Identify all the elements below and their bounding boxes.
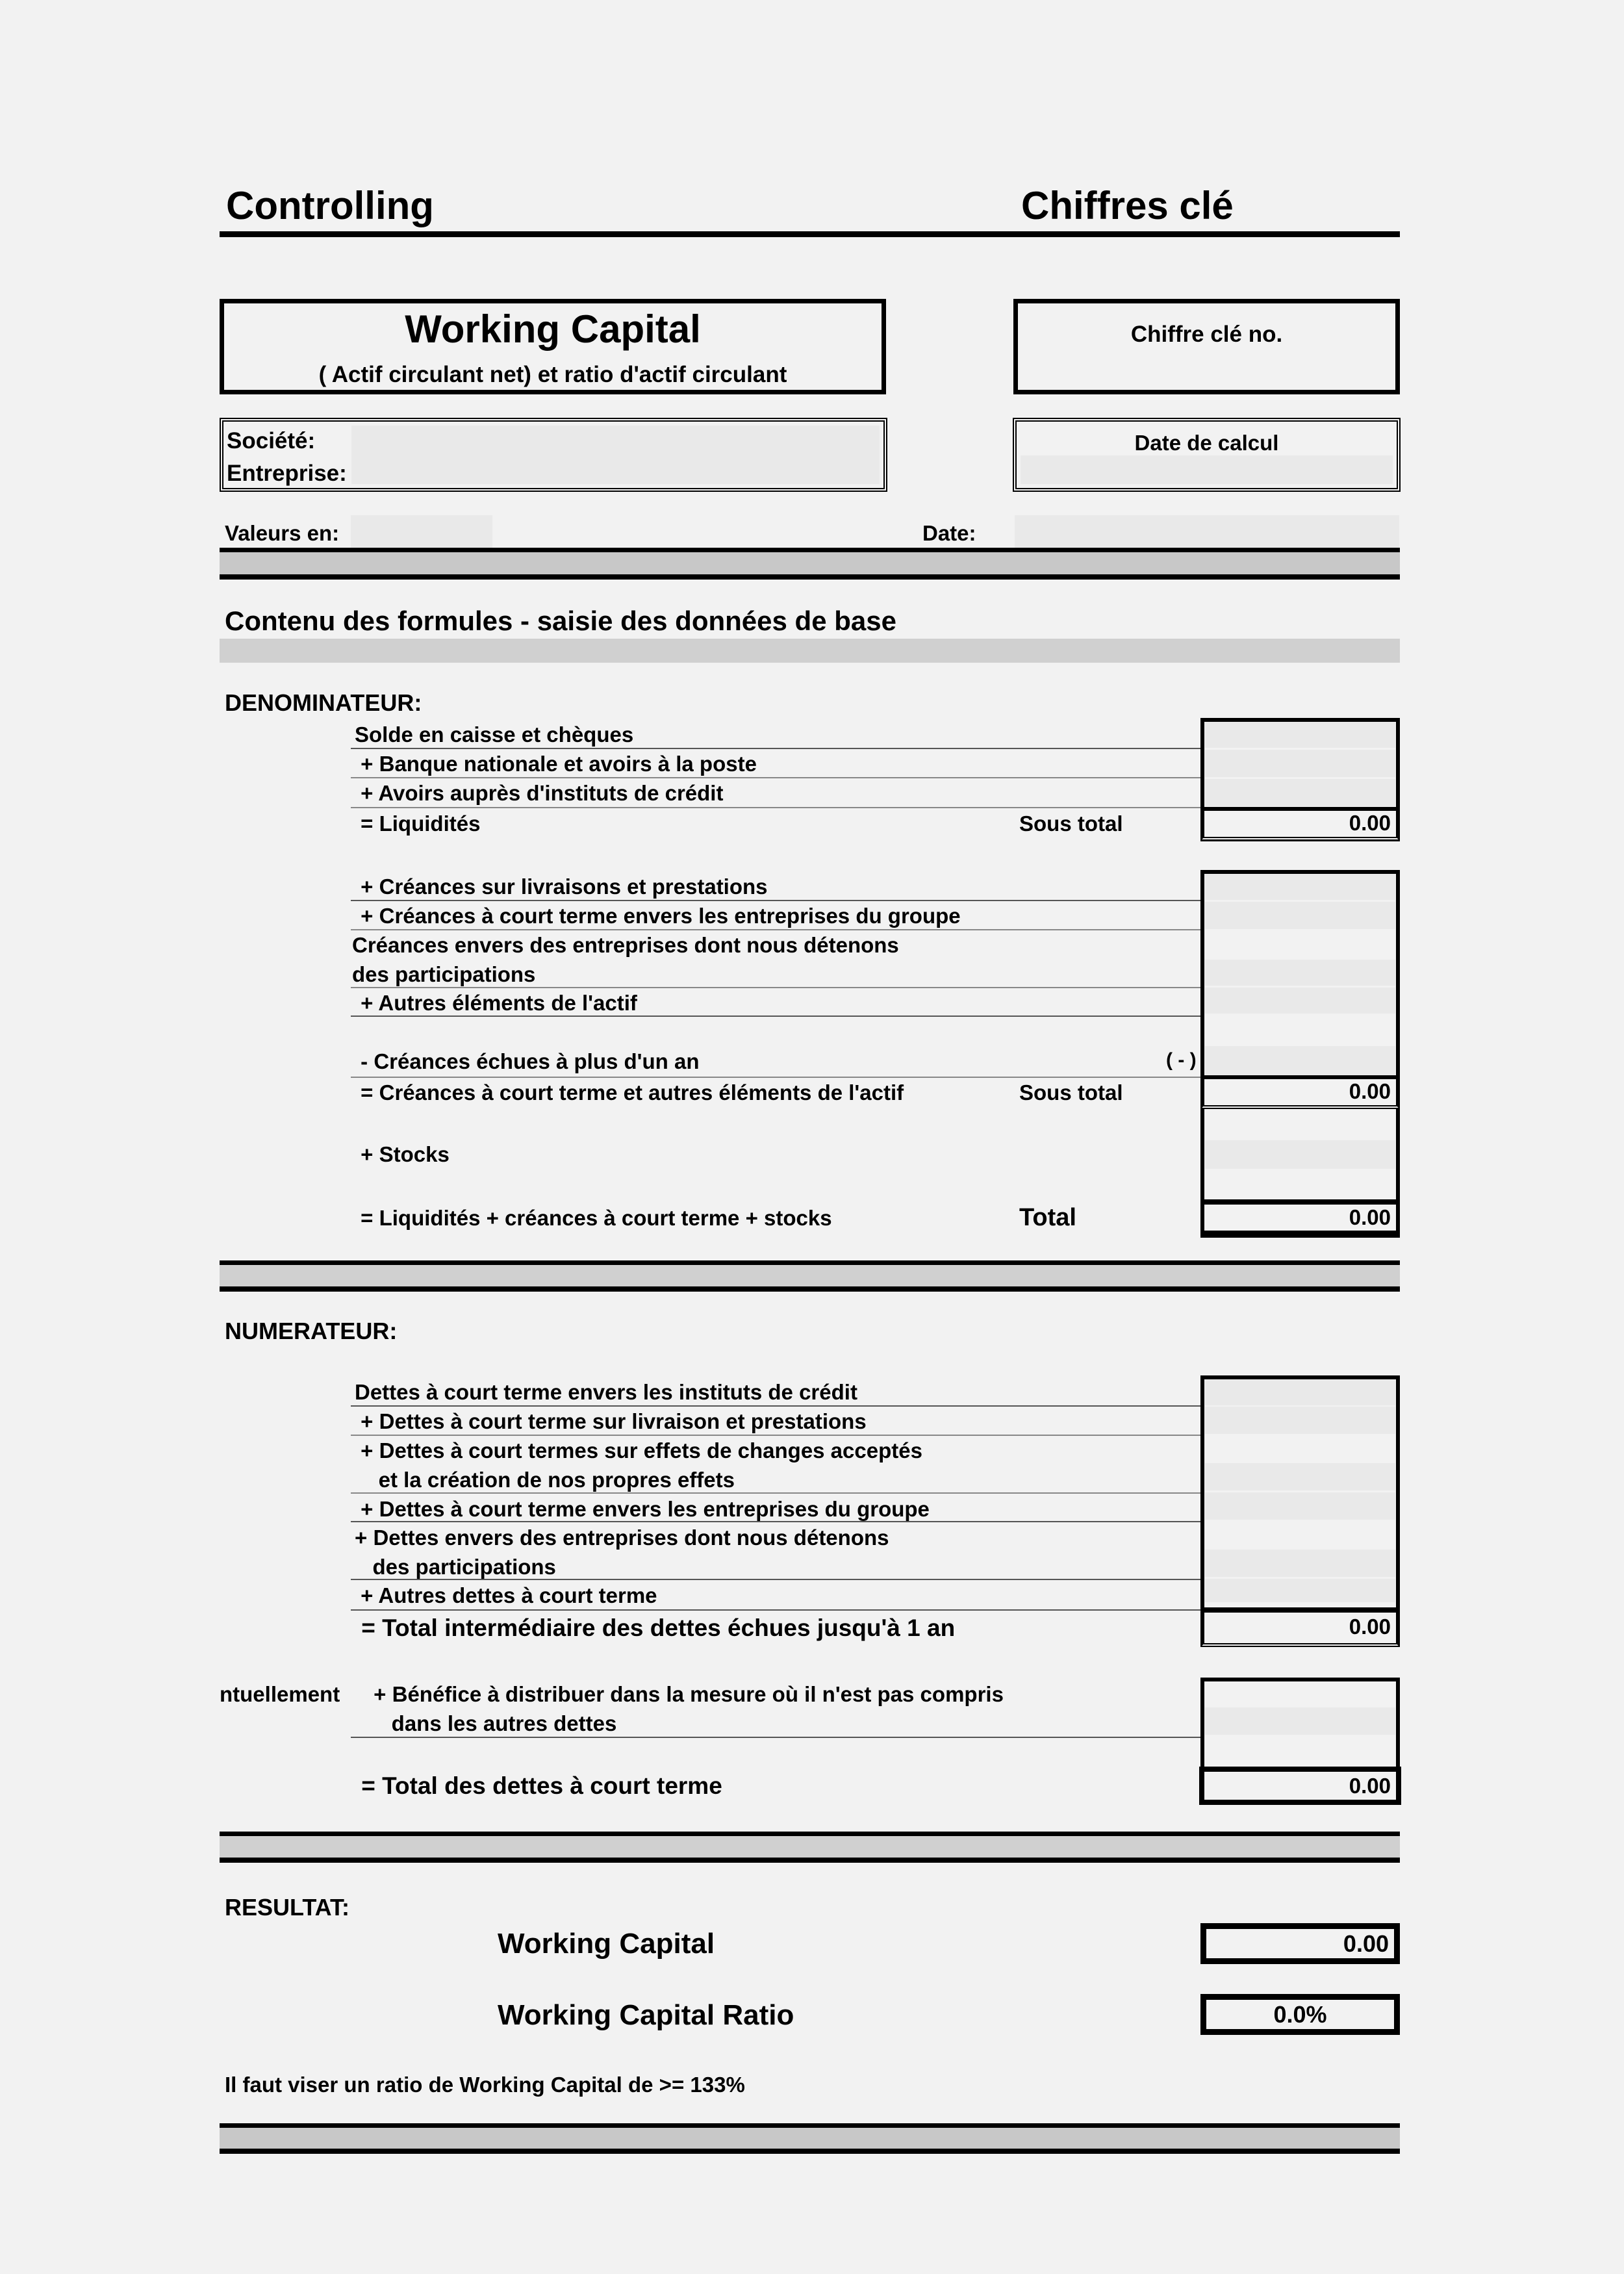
dettes-effets-input[interactable] bbox=[1205, 1463, 1395, 1490]
row-rule bbox=[351, 987, 1200, 988]
eventual-prefix: ntuellement bbox=[220, 1682, 340, 1706]
divider-band bbox=[220, 1836, 1400, 1858]
calc-date-box bbox=[1013, 418, 1401, 492]
divider-rule bbox=[220, 2149, 1400, 2154]
liquidites-item: Solde en caisse et chèques bbox=[355, 722, 634, 747]
creances-livraisons-input[interactable] bbox=[1205, 874, 1395, 900]
entreprise-input[interactable] bbox=[353, 457, 873, 485]
company-box bbox=[220, 418, 887, 492]
autres-elements-input[interactable] bbox=[1205, 988, 1395, 1014]
divider-rule bbox=[220, 1858, 1400, 1863]
dettes-item: + Dettes envers des entreprises dont nous détenons bbox=[355, 1526, 889, 1550]
date-label: Date: bbox=[922, 521, 976, 545]
creances-item: des participations bbox=[352, 962, 536, 986]
row-rule bbox=[351, 1077, 1200, 1078]
spacer bbox=[1205, 1435, 1395, 1463]
key-figure-value[interactable] bbox=[1031, 355, 1382, 381]
divider-band bbox=[220, 552, 1400, 575]
stocks-label: + Stocks bbox=[355, 1142, 450, 1166]
row-rule bbox=[351, 1521, 1200, 1522]
row-rule bbox=[351, 1435, 1200, 1436]
title-box bbox=[220, 299, 886, 394]
row-rule bbox=[351, 900, 1200, 901]
calc-date-input[interactable] bbox=[1021, 455, 1393, 484]
spacer bbox=[1205, 1015, 1395, 1046]
dettes-livraison-input[interactable] bbox=[1205, 1407, 1395, 1434]
creances-item: - Créances échues à plus d'un an bbox=[355, 1049, 700, 1073]
creances-groupe-input[interactable] bbox=[1205, 902, 1395, 929]
creances-item: + Autres éléments de l'actif bbox=[355, 991, 637, 1015]
divider-rule bbox=[220, 1832, 1400, 1836]
divider-rule bbox=[220, 548, 1400, 552]
dettes-groupe-input[interactable] bbox=[1205, 1492, 1395, 1520]
row-rule bbox=[351, 1737, 1200, 1738]
dettes-credit-input[interactable] bbox=[1205, 1379, 1395, 1405]
row-rule bbox=[351, 1609, 1200, 1611]
row-rule bbox=[351, 777, 1200, 778]
grand-total-label: = Liquidités + créances à court terme + stocks bbox=[355, 1206, 832, 1230]
ratio-label: Working Capital Ratio bbox=[498, 1999, 794, 2031]
header-right-title: Chiffres clé bbox=[1021, 184, 1234, 227]
valeurs-label: Valeurs en: bbox=[225, 521, 340, 545]
row-rule bbox=[351, 807, 1200, 808]
entreprise-label: Entreprise: bbox=[227, 461, 347, 486]
autres-dettes-input[interactable] bbox=[1205, 1579, 1395, 1602]
liquidites-subtotal-value: 0.00 bbox=[1200, 807, 1400, 841]
row-rule bbox=[351, 748, 1200, 749]
header-rule bbox=[220, 231, 1400, 237]
avoirs-credit-input[interactable] bbox=[1205, 779, 1395, 806]
intermediate-total-label: = Total intermédiaire des dettes échues jusqu'à 1 an bbox=[355, 1615, 956, 1641]
ratio-value: 0.0% bbox=[1200, 1994, 1400, 2035]
row-rule bbox=[351, 929, 1200, 930]
divider-band bbox=[220, 1265, 1400, 1286]
creances-item: + Créances à court terme envers les entreprises du groupe bbox=[355, 904, 961, 928]
divider-rule bbox=[220, 1286, 1400, 1292]
divider-band bbox=[220, 2128, 1400, 2149]
creances-echues-input[interactable] bbox=[1205, 1046, 1395, 1075]
benefice-line2: dans les autres dettes bbox=[368, 1711, 617, 1735]
wc-value: 0.00 bbox=[1200, 1923, 1400, 1964]
title-box-subtitle: ( Actif circulant net) et ratio d'actif circulant bbox=[318, 362, 787, 387]
spacer bbox=[1205, 1112, 1395, 1140]
total-dettes-label: = Total des dettes à court terme bbox=[355, 1772, 722, 1799]
grand-total-value: 0.00 bbox=[1200, 1199, 1400, 1236]
target-note: Il faut viser un ratio de Working Capital de >= 133% bbox=[225, 2073, 745, 2097]
numerateur-label: NUMERATEUR: bbox=[225, 1318, 398, 1344]
liquidites-item: + Avoirs auprès d'instituts de crédit bbox=[355, 781, 724, 805]
spacer bbox=[1205, 1522, 1395, 1549]
divider-rule bbox=[220, 1260, 1400, 1265]
header-left-title: Controlling bbox=[226, 184, 434, 227]
creances-subtotal-value: 0.00 bbox=[1200, 1075, 1400, 1109]
creances-total-label: = Créances à court terme et autres éléments de l'actif bbox=[355, 1080, 904, 1105]
intermediate-total-value: 0.00 bbox=[1200, 1607, 1400, 1647]
benefice-input[interactable] bbox=[1205, 1707, 1395, 1735]
key-figure-label: Chiffre clé no. bbox=[1130, 322, 1283, 347]
dettes-item: + Dettes à court terme envers les entreprises du groupe bbox=[355, 1497, 930, 1521]
total-dettes-value: 0.00 bbox=[1199, 1767, 1401, 1805]
wc-label: Working Capital bbox=[498, 1928, 715, 1960]
row-rule bbox=[351, 1016, 1200, 1017]
creances-item: + Créances sur livraisons et prestations bbox=[355, 875, 768, 899]
liquidites-subtotal-label: Sous total bbox=[1019, 811, 1123, 836]
solde-caisse-input[interactable] bbox=[1205, 722, 1395, 748]
societe-label: Société: bbox=[227, 428, 316, 454]
title-box-title: Working Capital bbox=[405, 307, 701, 351]
creances-participations-input[interactable] bbox=[1205, 960, 1395, 986]
denominateur-label: DENOMINATEUR: bbox=[225, 689, 422, 716]
benefice-line1: + Bénéfice à distribuer dans la mesure où il n'est pas compris bbox=[368, 1682, 1004, 1706]
calc-date-label: Date de calcul bbox=[1134, 431, 1279, 455]
divider-rule bbox=[220, 2123, 1400, 2128]
key-figure-box bbox=[1013, 299, 1400, 394]
dettes-item: + Autres dettes à court terme bbox=[355, 1583, 657, 1607]
dettes-item: et la création de nos propres effets bbox=[355, 1468, 735, 1492]
creances-item: Créances envers des entreprises dont nous détenons bbox=[352, 933, 899, 957]
liquidites-total-label: = Liquidités bbox=[355, 811, 481, 836]
divider-rule bbox=[220, 574, 1400, 580]
resultat-label: RESULTAT: bbox=[225, 1894, 349, 1921]
section-band bbox=[220, 639, 1400, 663]
row-rule bbox=[351, 1579, 1200, 1580]
creances-subtotal-label: Sous total bbox=[1019, 1080, 1123, 1105]
minus-marker: ( - ) bbox=[1166, 1049, 1197, 1071]
row-rule bbox=[351, 1405, 1200, 1407]
section-title: Contenu des formules - saisie des données de base bbox=[225, 606, 896, 636]
banque-nationale-input[interactable] bbox=[1205, 750, 1395, 777]
valeurs-input[interactable] bbox=[351, 515, 492, 548]
dettes-item: + Dettes à court terme sur livraison et prestations bbox=[355, 1409, 867, 1433]
dettes-item: des participations bbox=[355, 1555, 556, 1579]
societe-input[interactable] bbox=[353, 427, 873, 455]
dettes-participations-input[interactable] bbox=[1205, 1550, 1395, 1577]
grand-total-caption: Total bbox=[1019, 1204, 1076, 1231]
date-input[interactable] bbox=[1015, 515, 1399, 548]
row-rule bbox=[351, 1492, 1200, 1494]
creances-participations-spacer bbox=[1205, 930, 1395, 958]
dettes-item: + Dettes à court termes sur effets de changes acceptés bbox=[355, 1438, 922, 1463]
dettes-item: Dettes à court terme envers les instituts de crédit bbox=[355, 1380, 857, 1404]
liquidites-item: + Banque nationale et avoirs à la poste bbox=[355, 752, 757, 776]
stocks-input[interactable] bbox=[1205, 1140, 1395, 1169]
